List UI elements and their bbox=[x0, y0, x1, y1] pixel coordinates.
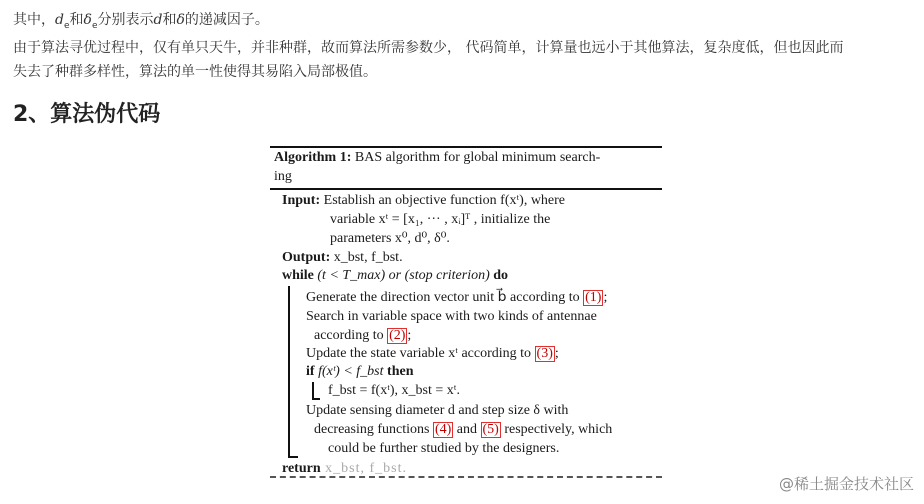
math-symbol: δ bbox=[83, 12, 92, 28]
intro-line-1 bbox=[13, 8, 269, 38]
step-search-1: Search in variable space with two kinds of antennae bbox=[306, 309, 597, 324]
math-symbol: d bbox=[153, 12, 163, 28]
step-update-sensing-1: Update sensing diameter d and step size δ with bbox=[306, 403, 569, 418]
step-text: decreasing functions bbox=[314, 422, 433, 437]
math-subscript: e bbox=[91, 20, 98, 31]
title-rule bbox=[270, 188, 662, 190]
input-line-2: variable xᵗ = [x₁, ··· , xᵢ]ᵀ , initialize the bbox=[330, 212, 551, 227]
then-keyword: then bbox=[387, 364, 414, 379]
step-generate bbox=[306, 289, 607, 307]
algo-title-cont: ing bbox=[274, 169, 292, 184]
intro-text: 和 bbox=[162, 12, 177, 28]
while-condition: (t < T_max) or (stop criterion) bbox=[313, 268, 494, 283]
input-line-3: parameters x⁰, d⁰, δ⁰. bbox=[330, 231, 450, 246]
output-line bbox=[282, 249, 403, 267]
math-symbol: δ bbox=[176, 12, 185, 28]
step-text: Update the state variable xᵗ according to bbox=[306, 346, 535, 361]
equation-ref-2[interactable]: (2) bbox=[389, 328, 406, 343]
while-block-foot bbox=[288, 456, 298, 458]
step-text: Generate the direction vector unit b⃗ according to bbox=[306, 290, 584, 305]
algo-title-label: Algorithm 1: bbox=[274, 150, 352, 165]
if-keyword: if bbox=[306, 364, 315, 379]
while-keyword: while bbox=[282, 268, 314, 283]
step-text: respectively, which bbox=[500, 422, 613, 437]
algorithm-figure bbox=[270, 146, 662, 476]
input-text: Establish an objective function f(xᵗ), where bbox=[320, 193, 566, 208]
section-heading: 2、算法伪代码 bbox=[13, 102, 161, 127]
algo-title bbox=[274, 149, 600, 167]
intro-text: 其中， bbox=[13, 12, 55, 28]
watermark: @稀土掘金技术社区 bbox=[778, 475, 914, 493]
do-keyword: do bbox=[493, 268, 509, 283]
return-keyword: return bbox=[282, 461, 321, 476]
step-text: ; bbox=[554, 346, 559, 361]
bottom-rule bbox=[270, 476, 662, 478]
intro-text: 的递减因子。 bbox=[184, 12, 269, 28]
intro-line-3: 失去了种群多样性，算法的单一性使得其易陷入局部极值。 bbox=[13, 64, 377, 80]
step-text: according to bbox=[314, 328, 388, 343]
if-condition: f(xᵗ) < f_bst bbox=[314, 364, 388, 379]
input-label: Input: bbox=[282, 193, 321, 208]
return-text: x_bst, f_bst. bbox=[320, 461, 407, 476]
intro-line-2: 由于算法寻优过程中，仅有单只天牛，并非种群，故而算法所需参数少， 代码简单，计算量也远小于其他算法，复杂度低，但也因此而 bbox=[13, 40, 844, 56]
step-text: and bbox=[453, 422, 481, 437]
math-subscript: e bbox=[63, 20, 70, 31]
step-text: ; bbox=[407, 328, 412, 343]
intro-text: 分别表示 bbox=[97, 12, 154, 28]
output-label: Output: bbox=[282, 250, 331, 265]
algo-title-text: BAS algorithm for global minimum search- bbox=[351, 150, 601, 165]
math-symbol: d bbox=[55, 12, 64, 28]
equation-ref-5[interactable]: (5) bbox=[482, 422, 499, 437]
step-update-sensing-2 bbox=[314, 421, 612, 439]
equation-ref-4[interactable]: (4) bbox=[434, 422, 452, 437]
while-line bbox=[282, 267, 508, 285]
input-line-1 bbox=[282, 192, 565, 210]
equation-ref-1[interactable]: (1) bbox=[585, 290, 602, 305]
equation-ref-3[interactable]: (3) bbox=[536, 346, 553, 361]
while-block-bar bbox=[288, 286, 290, 458]
if-block-foot bbox=[312, 398, 320, 400]
step-text: ; bbox=[603, 290, 608, 305]
output-text: x_bst, f_bst. bbox=[330, 250, 403, 265]
top-rule bbox=[270, 146, 662, 148]
step-update-sensing-3: could be further studied by the designers. bbox=[328, 441, 560, 456]
step-update-state bbox=[306, 345, 559, 363]
if-line bbox=[306, 363, 413, 381]
intro-text: 和 bbox=[69, 12, 84, 28]
step-search-2 bbox=[314, 327, 411, 345]
if-body: f_bst = f(xᵗ), x_bst = xᵗ. bbox=[328, 383, 460, 398]
